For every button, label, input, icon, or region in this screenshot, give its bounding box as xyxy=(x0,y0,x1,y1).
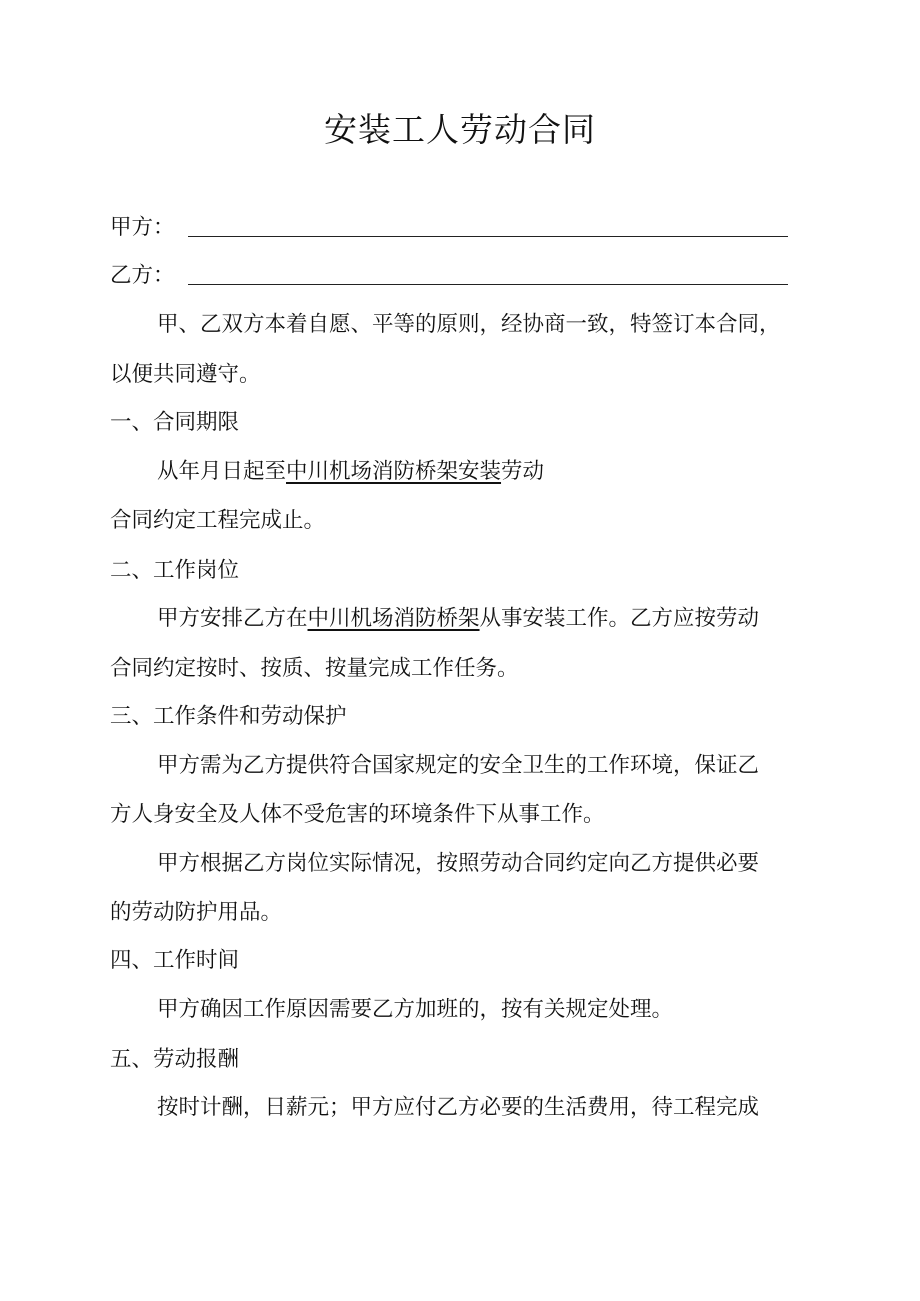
section-1-project-name: 中川机场消防桥架安装 xyxy=(286,459,502,484)
party-a-label: 甲方： xyxy=(110,215,175,240)
section-1-paragraph-line-1 xyxy=(157,457,544,487)
party-a-blank-line xyxy=(188,236,788,237)
section-3-heading: 三、工作条件和劳动保护 xyxy=(110,704,347,729)
section-3-paragraph-2-line-1: 甲方根据乙方岗位实际情况，按照劳动合同约定向乙方提供必要 xyxy=(157,851,760,876)
section-2-text-prefix: 甲方安排乙方在 xyxy=(157,606,308,631)
section-4-paragraph-line-1: 甲方确因工作原因需要乙方加班的，按有关规定处理。 xyxy=(157,997,674,1022)
section-2-paragraph-line-2: 合同约定按时、按质、按量完成工作任务。 xyxy=(110,656,519,681)
party-b-blank-line xyxy=(188,284,788,285)
preamble-line-1: 甲、乙双方本着自愿、平等的原则，经协商一致，特签订本合同， xyxy=(157,312,781,337)
section-2-text-suffix: 从事安装工作。乙方应按劳动 xyxy=(479,606,760,631)
section-1-heading: 一、合同期限 xyxy=(110,410,240,435)
party-b-label: 乙方： xyxy=(110,263,175,288)
section-2-paragraph-line-1 xyxy=(157,604,759,634)
section-2-heading: 二、工作岗位 xyxy=(110,558,240,583)
section-5-heading: 五、劳动报酬 xyxy=(110,1047,240,1072)
section-4-heading: 四、工作时间 xyxy=(110,948,240,973)
section-1-text-suffix: 劳动 xyxy=(501,459,545,484)
preamble-line-2: 以便共同遵守。 xyxy=(110,362,261,387)
document-title: 安装工人劳动合同 xyxy=(324,110,596,149)
section-3-paragraph-2-line-2: 的劳动防护用品。 xyxy=(110,900,283,925)
section-3-paragraph-1-line-1: 甲方需为乙方提供符合国家规定的安全卫生的工作环境，保证乙 xyxy=(157,753,760,778)
section-2-project-name: 中川机场消防桥架 xyxy=(307,606,480,631)
section-5-paragraph-line-1: 按时计酬，日薪元；甲方应付乙方必要的生活费用，待工程完成 xyxy=(157,1095,760,1120)
section-1-text-prefix: 从年月日起至 xyxy=(157,459,287,484)
section-3-paragraph-1-line-2: 方人身安全及人体不受危害的环境条件下从事工作。 xyxy=(110,802,605,827)
section-1-paragraph-line-2: 合同约定工程完成止。 xyxy=(110,508,326,533)
